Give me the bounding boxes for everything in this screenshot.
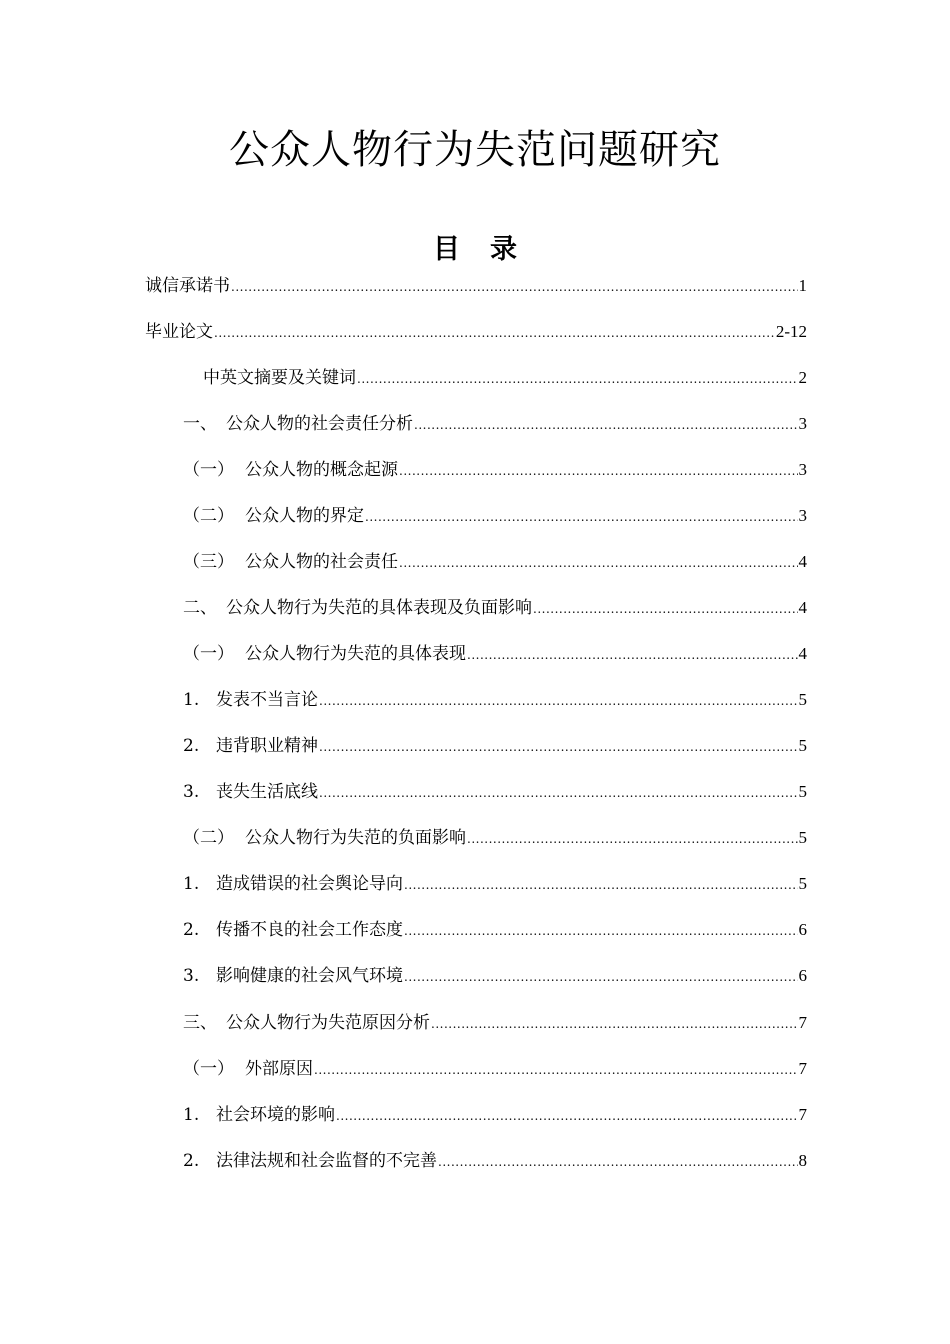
- toc-entry-page: 6: [798, 966, 807, 985]
- toc-entry[interactable]: [183, 1056, 807, 1082]
- toc-entry-title: 公众人物的界定: [245, 506, 364, 526]
- toc-dot-leader: [404, 872, 798, 898]
- toc-entry[interactable]: [183, 1010, 807, 1036]
- toc-entry-title: 公众人物行为失范的负面影响: [245, 828, 466, 848]
- toc-entry-title: 影响健康的社会风气环境: [216, 966, 403, 986]
- toc-entry-page: 5: [798, 736, 807, 755]
- toc-entry-page: 4: [798, 598, 807, 617]
- toc-dot-leader: [214, 320, 775, 346]
- toc-entry[interactable]: [183, 457, 807, 483]
- toc-dot-leader: [467, 826, 798, 852]
- toc-entry-title: 公众人物行为失范的具体表现: [245, 644, 466, 664]
- toc-dot-leader: [357, 366, 798, 392]
- toc-entry-number: 1.: [183, 1105, 200, 1125]
- toc-entry[interactable]: [183, 917, 807, 943]
- toc-entry-page: 7: [798, 1013, 807, 1032]
- document-title: 公众人物行为失范问题研究: [229, 127, 721, 173]
- toc-dot-leader: [404, 964, 798, 990]
- toc-entry-page: 5: [798, 782, 807, 801]
- toc-dot-leader: [438, 1149, 798, 1175]
- toc-entry-number: （一）: [183, 460, 234, 480]
- toc-entry-number: 3.: [183, 782, 200, 802]
- toc-entry-page: 2: [798, 368, 807, 387]
- toc-entry-title: 公众人物的社会责任分析: [226, 414, 413, 434]
- toc-entry[interactable]: [183, 1148, 807, 1174]
- toc-dot-leader: [399, 458, 798, 484]
- toc-entry[interactable]: [183, 595, 807, 621]
- toc-entry-number: 1.: [183, 874, 200, 894]
- toc-dot-leader: [431, 1011, 798, 1037]
- toc-entry-page: 8: [798, 1151, 807, 1170]
- toc-entry-title: 法律法规和社会监督的不完善: [216, 1151, 437, 1171]
- toc-entry-title: 中英文摘要及关键词: [203, 368, 356, 388]
- toc-entry-page: 6: [798, 920, 807, 939]
- toc-dot-leader: [533, 596, 798, 622]
- toc-entry-number: （二）: [183, 506, 234, 526]
- toc-dot-leader: [231, 274, 798, 300]
- toc-entry-title: 丧失生活底线: [216, 782, 318, 802]
- toc-entry[interactable]: [183, 549, 807, 575]
- toc-entry[interactable]: [183, 871, 807, 897]
- toc-entry-page: 5: [798, 828, 807, 847]
- toc-entry-title: 公众人物行为失范原因分析: [226, 1013, 430, 1033]
- toc-entry-title: 诚信承诺书: [145, 276, 230, 296]
- toc-dot-leader: [414, 412, 798, 438]
- toc-entry-page: 4: [798, 644, 807, 663]
- toc-entry-number: 一、: [183, 414, 217, 434]
- toc-entry-page: 5: [798, 874, 807, 893]
- toc-dot-leader: [319, 688, 798, 714]
- toc-entry[interactable]: [183, 1102, 807, 1128]
- toc-entry-page: 7: [798, 1105, 807, 1124]
- toc-entry[interactable]: [183, 411, 807, 437]
- toc-dot-leader: [404, 918, 798, 944]
- toc-entry-title: 发表不当言论: [216, 690, 318, 710]
- toc-entry-page: 3: [798, 506, 807, 525]
- toc-entry-title: 公众人物行为失范的具体表现及负面影响: [226, 598, 532, 618]
- toc-entry-title: 违背职业精神: [216, 736, 318, 756]
- toc-dot-leader: [399, 550, 798, 576]
- toc-dot-leader: [319, 780, 798, 806]
- toc-entry[interactable]: [183, 503, 807, 529]
- toc-entry-title: 造成错误的社会舆论导向: [216, 874, 403, 894]
- toc-dot-leader: [365, 504, 798, 530]
- toc-dot-leader: [314, 1057, 798, 1083]
- toc-entry[interactable]: [183, 779, 807, 805]
- toc-entry-page: 3: [798, 414, 807, 433]
- toc-entry-page: 1: [798, 276, 807, 295]
- toc-entry-title: 外部原因: [245, 1059, 313, 1079]
- toc-entry-page: 4: [798, 552, 807, 571]
- toc-entry-number: 2.: [183, 736, 200, 756]
- toc-entry-number: 2.: [183, 1151, 200, 1171]
- toc-heading: 目录: [433, 234, 547, 265]
- toc-entry-number: 三、: [183, 1013, 217, 1033]
- toc-entry[interactable]: [183, 733, 807, 759]
- toc-entry-title: 传播不良的社会工作态度: [216, 920, 403, 940]
- toc-entry-number: 3.: [183, 966, 200, 986]
- toc-entry-page: 3: [798, 460, 807, 479]
- toc-entry[interactable]: [183, 963, 807, 989]
- toc-entry-title: 社会环境的影响: [216, 1105, 335, 1125]
- toc-dot-leader: [336, 1103, 798, 1129]
- toc-dot-leader: [467, 642, 798, 668]
- toc-entry-number: 二、: [183, 598, 217, 618]
- toc-entry[interactable]: [145, 319, 807, 345]
- toc-entry-number: （一）: [183, 1059, 234, 1079]
- toc-entry-number: 1.: [183, 690, 200, 710]
- toc-entry-page: 5: [798, 690, 807, 709]
- toc-entry[interactable]: [183, 641, 807, 667]
- toc-entry[interactable]: [183, 687, 807, 713]
- toc-entry-number: （二）: [183, 828, 234, 848]
- toc-entry-title: 公众人物的概念起源: [245, 460, 398, 480]
- toc-entry[interactable]: [203, 365, 807, 391]
- toc-entry-title: 公众人物的社会责任: [245, 552, 398, 572]
- toc-entry-number: （一）: [183, 644, 234, 664]
- toc-entry-title: 毕业论文: [145, 322, 213, 342]
- toc-entry[interactable]: [145, 273, 807, 299]
- toc-entry[interactable]: [183, 825, 807, 851]
- toc-entry-number: （三）: [183, 552, 234, 572]
- toc-entry-page: 7: [798, 1059, 807, 1078]
- toc-entry-number: 2.: [183, 920, 200, 940]
- toc-entry-page: 2-12: [775, 322, 807, 341]
- toc-dot-leader: [319, 734, 798, 760]
